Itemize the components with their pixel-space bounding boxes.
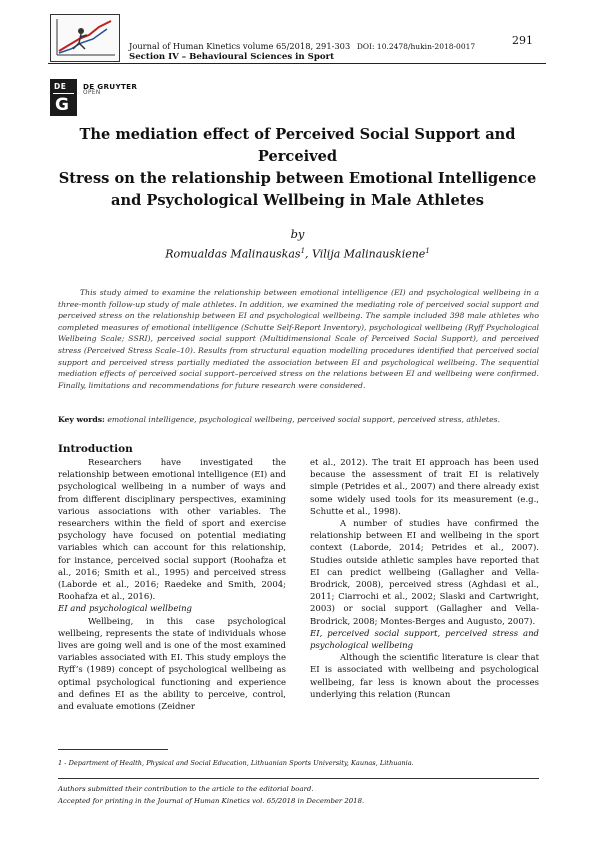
paragraph: Although the scientific literature is clear that EI is associated with wellbeing and psychological wellbeing, far less is known about the processes underlying this relation (Runcan (310, 653, 539, 700)
publisher-logo-divider (53, 93, 74, 94)
journal-logo (50, 14, 120, 62)
submission-note: Authors submitted their contribution to the article to the editorial board. (58, 785, 314, 793)
author-1: Romualdas Malinauskas (165, 247, 301, 261)
keywords-list: emotional intelligence, psychological wellbeing, perceived social support, perceived stress, athletes. (104, 415, 501, 424)
page-number: 291 (512, 34, 533, 47)
acceptance-note: Accepted for printing in the Journal of Human Kinetics vol. 65/2018 in December 2018. (58, 797, 365, 805)
abstract: This study aimed to examine the relationship between emotional intelligence (EI) and psychological wellbeing in a three-month follow-up study of male athletes. In addition, we examined the mediating role of perceived social support and perceived stress on the relationship between EI and psychological wellbeing. The sample included 398 male athletes who completed measures of emotional intelligence (Schutte Self-Report Inventory), psychological wellbeing (Ryff Psychological Wellbeing Scale; SSRI), perceived social support (Multidimensional Scale of Perceived Social Support), and perceived stress (Perceived Stress Scale–10). Results from structural equation modelling procedures identified that perceived social support and perceived stress partially mediated the association between EI and psychological wellbeing. The sequential mediation effects of perceived social support–perceived stress on the relations between EI and wellbeing were confirmed. Finally, limitations and recommendations for future research were considered. (58, 288, 539, 390)
publisher-logo-bottom: G (55, 95, 69, 115)
column-right (310, 457, 539, 701)
author-2-affiliation: 1 (425, 247, 430, 255)
introduction-heading: Introduction (58, 443, 133, 455)
title-line: Stress on the relationship between Emotional Intelligence (58, 170, 537, 187)
publisher-name: DE GRUYTER (83, 82, 138, 91)
footnote: 1 - Department of Health, Physical and Social Education, Lithuanian Sports University, Kaunas, Lithuania. (58, 759, 414, 767)
keywords (58, 415, 539, 424)
journal-name: Journal of Human Kinetics volume 65/2018, 291-303 (129, 41, 351, 51)
keywords-label: Key words: (58, 415, 105, 424)
title-line: The mediation effect of Perceived Social Support and Perceived (79, 126, 516, 165)
authors (50, 247, 545, 261)
section-label: Section IV – Behavioural Sciences in Sport (129, 52, 335, 62)
column-left (58, 457, 286, 713)
journal-logo-graphic (51, 15, 119, 61)
by-label: by (290, 227, 305, 241)
author-2: , Vilija Malinauskiene (305, 247, 426, 261)
title-line: and Psychological Wellbeing in Male Athletes (111, 192, 484, 209)
doi[interactable]: DOI: 10.2478/hukin-2018-0017 (356, 42, 476, 51)
paragraph: A number of studies have confirmed the relationship between EI and wellbeing in the sport context (Laborde, 2014; Petrides et al., 2007). Studies outside athletic samples have reported that EI can predict wellbeing (Gallagher and Vella-Brodrick, 2008), perceived stress (Aghdasi et al., 2011; Ciarrochi et al., 2002; Slaski and Cartwright, 2003) or social support (Gallagher and Vella-Brodrick, 2008; Montes-Berges and Augusto, 2007). (310, 519, 539, 627)
header-divider (48, 63, 546, 64)
paragraph: Wellbeing, in this case psychological wellbeing, represents the state of individuals whose lives are going well and is one of the most examined variables associated with EI. This study employs the Ryff’s (1989) concept of psychological wellbeing as optimal psychological functioning and experience and defines EI as the ability to perceive, control, and evaluate emotions (Zeidner (58, 616, 286, 713)
paragraph: et al., 2012). The trait EI approach has been used because the assessment of trait EI is relatively simple (Petrides et al., 2007) and there already exist some widely used tools for its measurement (e.g., Schutte et al., 1998). (310, 458, 539, 517)
paragraph: Researchers have investigated the relationship between emotional intelligence (EI) and psychological wellbeing in a number of ways and from different disciplinary perspectives, examining various associations with other variables. The researchers within the field of sport and exercise psychology have focused on potential mediating variables which can account for this relationship, for instance, perceived social support (Roohafza et al., 2016; Smith et al., 1995) and perceived stress (Laborde et al., 2016; Raedeke and Smith, 2004; Roohafza et al., 2016). (58, 458, 286, 603)
publisher-logo-top: DE (54, 82, 67, 91)
subheading: EI, perceived social support, perceived stress and psychological wellbeing (310, 628, 539, 652)
subheading: EI and psychological wellbeing (58, 604, 192, 615)
footnote-divider (58, 749, 168, 750)
publisher-logo (50, 79, 77, 116)
notes-divider (58, 778, 539, 779)
author-1-affiliation: 1 (300, 247, 306, 255)
article-title (50, 124, 545, 212)
publisher-open: OPEN (83, 90, 101, 96)
